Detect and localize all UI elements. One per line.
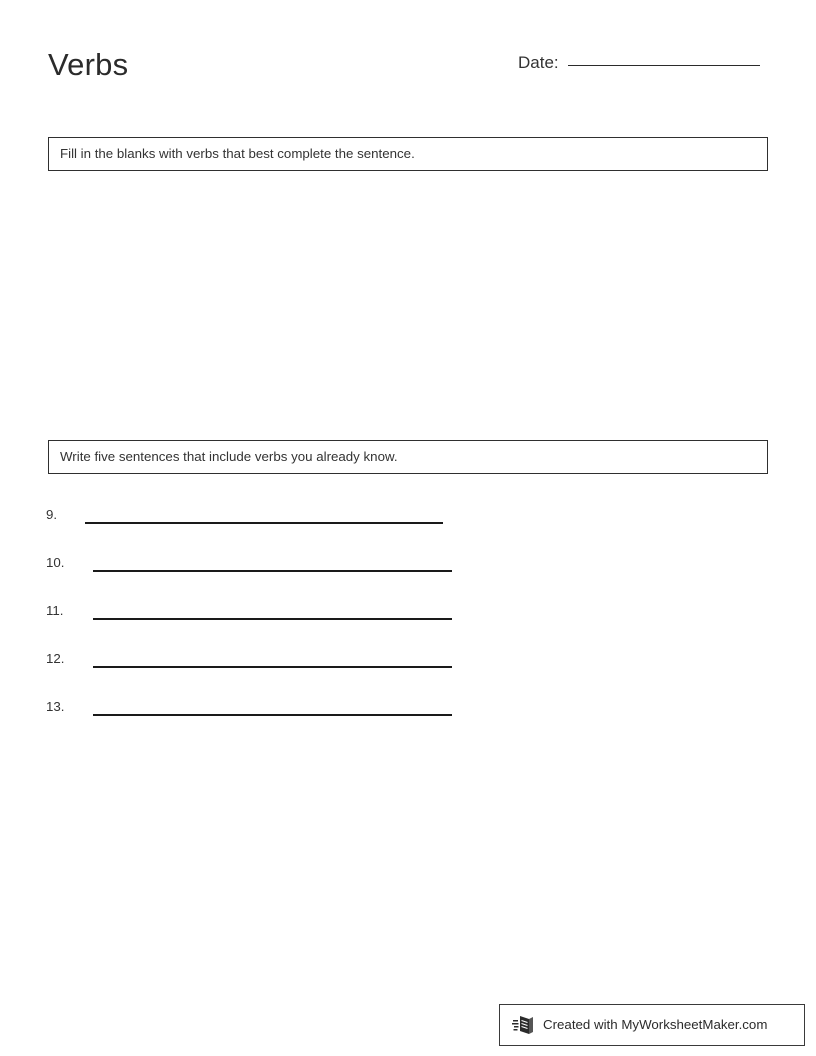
- answer-write-line[interactable]: [93, 714, 452, 716]
- answer-line-list: [46, 503, 466, 743]
- instruction-box-2: [48, 440, 768, 474]
- instruction-text-1: Fill in the blanks with verbs that best complete the sentence.: [60, 146, 415, 161]
- date-input-line[interactable]: [568, 64, 760, 66]
- instruction-box-1: [48, 137, 768, 171]
- answer-number: 9.: [46, 507, 58, 522]
- answer-write-line[interactable]: [93, 666, 452, 668]
- badge-label: Created with MyWorksheetMaker.com: [543, 1017, 768, 1032]
- answer-item: [46, 647, 466, 695]
- answer-number: 13.: [46, 699, 65, 714]
- answer-write-line[interactable]: [93, 618, 452, 620]
- answer-write-line[interactable]: [93, 570, 452, 572]
- page-title: Verbs: [48, 47, 129, 82]
- answer-number: 10.: [46, 555, 65, 570]
- answer-item: [46, 599, 466, 647]
- answer-item: [46, 503, 466, 551]
- answer-number: 11.: [46, 603, 64, 618]
- date-label: Date:: [518, 53, 559, 72]
- worksheet-header: [48, 44, 768, 96]
- instruction-text-2: Write five sentences that include verbs you already know.: [60, 449, 398, 464]
- answer-item: [46, 695, 466, 743]
- date-field-group: [518, 52, 760, 74]
- answer-write-line[interactable]: [85, 522, 443, 524]
- answer-number: 12.: [46, 651, 65, 666]
- worksheet-maker-logo-icon: [512, 1013, 536, 1037]
- created-with-badge[interactable]: [499, 1004, 805, 1046]
- answer-item: [46, 551, 466, 599]
